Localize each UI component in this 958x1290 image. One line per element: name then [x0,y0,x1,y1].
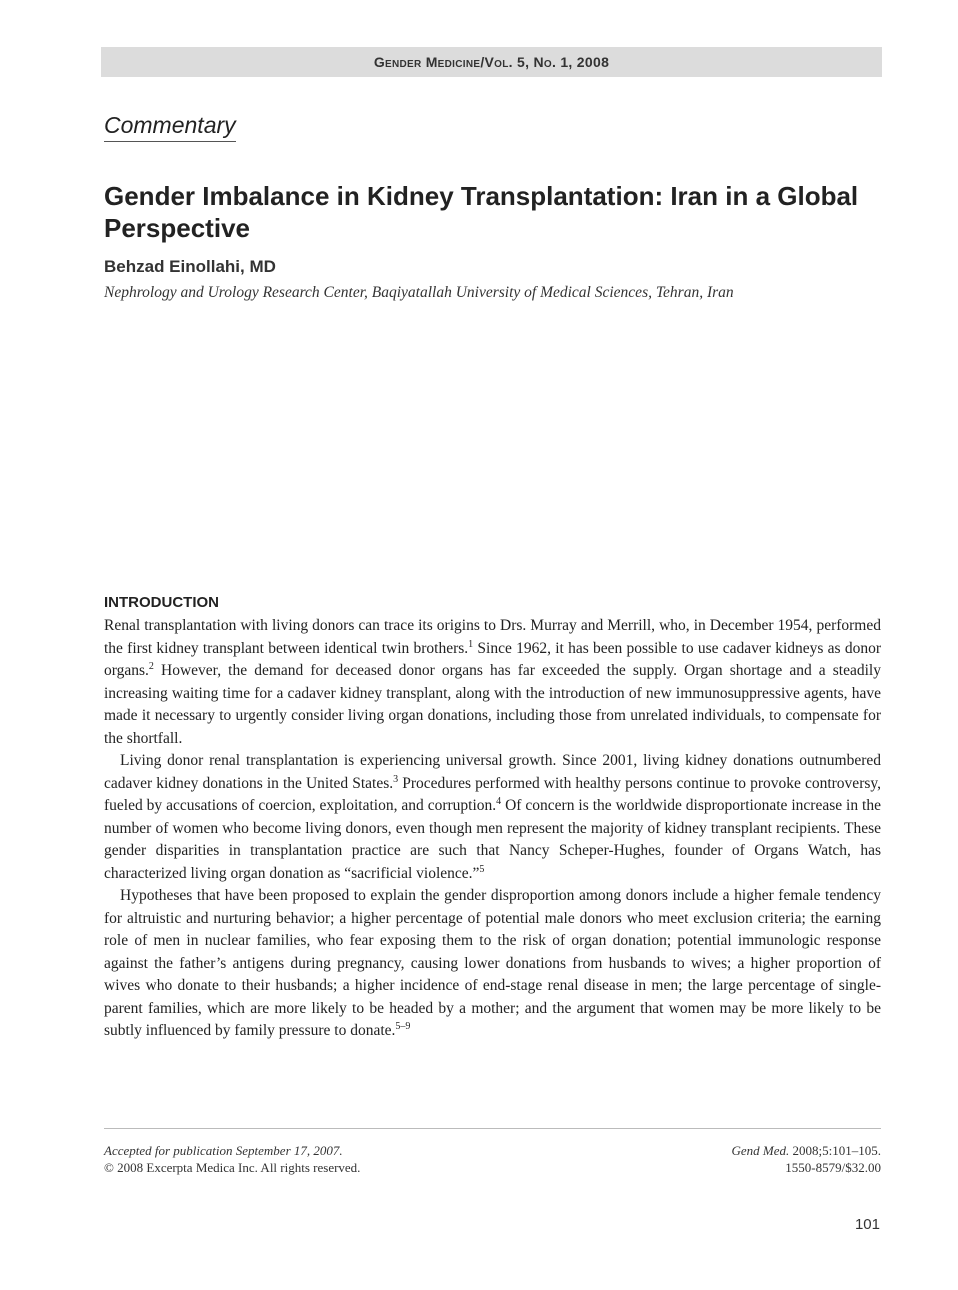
running-head: Gender Medicine/Vol. 5, No. 1, 2008 [101,47,882,77]
section-label: Commentary [104,112,236,142]
citation-ref: 5–9 [395,1020,411,1032]
citation-ref: 4 [496,795,502,807]
article-title: Gender Imbalance in Kidney Transplantation: Iran in a Global Perspective [104,181,859,243]
paragraph-text: Renal transplantation with living donors can trace its origins to Drs. Murray and Merrill, who, in December 1954, performed the first kidney transplant between identical twin brothers. [104,617,881,657]
paragraph-1 [104,615,881,750]
paragraph-text: Living donor renal transplantation is experiencing universal growth. Since 2001, living kidney donations outnumbered cadaver kidney donations in the United States. [104,752,881,792]
paragraph-3 [104,885,881,1043]
paragraph-text: Since 1962, it has been possible to use cadaver kidneys as donor organs. [104,639,881,679]
paragraph-2 [104,750,881,885]
author-affiliation: Nephrology and Urology Research Center, Baqiyatallah University of Medical Sciences, Tehran, Iran [104,284,734,301]
journal-citation [732,1142,882,1159]
citation-ref: 3 [393,773,399,785]
author-name: Behzad Einollahi, MD [104,257,276,276]
citation-ref: 1 [468,638,474,650]
paragraph-text: Hypotheses that have been proposed to explain the gender disproportion among donors include a higher female tendency for altruistic and nurturing behavior; a higher percentage of potential male donors who meet exclusion criteria; the earning role of men in nuclear families, who fear exposing them to the risk of organ donation; potential immunologic response against the father’s antigens during pregnancy, causing lower donations from husbands to wives; a higher proportion of wives who donate to their husbands; a higher incidence of end-stage renal disease in men; the large percentage of single-parent families, which are more likely to be headed by a mother; and the argument that women may be more likely to be subtly influenced by family pressure to donate. [104,887,881,1039]
paragraph-text: Of concern is the worldwide disproportionate increase in the number of women who become living donors, even though men represent the majority of kidney transplant recipients. These gender disparities in transplantation practice are such that Nancy Scheper-Hughes, founder of Organs Watch, has characterized living organ donation as “sacrificial violence.” [104,797,881,882]
page-number: 101 [854,1216,880,1233]
paragraph-text: Procedures performed with healthy persons continue to provoke controversy, fueled by accusations of coercion, exploitation, and corruption. [104,774,882,814]
citation-footnote [732,1142,882,1176]
paragraph-text: However, the demand for deceased donor organs has far exceeded the supply. Organ shortage and a steadily increasing waiting time for a cadaver kidney transplant, along with the introduction of new immunosuppressive agents, have made it necessary to urgently consider living organ donations, including those from unrelated individuals, to compensate for the shortfall. [104,662,881,747]
citation-details: 2008;5:101–105. [789,1143,881,1158]
journal-abbrev: Gend Med. [731,1143,790,1158]
publication-footnote [104,1142,360,1176]
accepted-date: Accepted for publication September 17, 2007. [104,1143,343,1158]
footer-divider [104,1128,881,1129]
citation-ref: 5 [479,863,485,875]
introduction-body [104,615,881,1043]
copyright-notice: © 2008 Excerpta Medica Inc. All rights reserved. [104,1160,361,1175]
section-heading-introduction: INTRODUCTION [104,594,219,611]
citation-ref: 2 [148,660,154,672]
issn-price: 1550-8579/$32.00 [785,1160,881,1175]
